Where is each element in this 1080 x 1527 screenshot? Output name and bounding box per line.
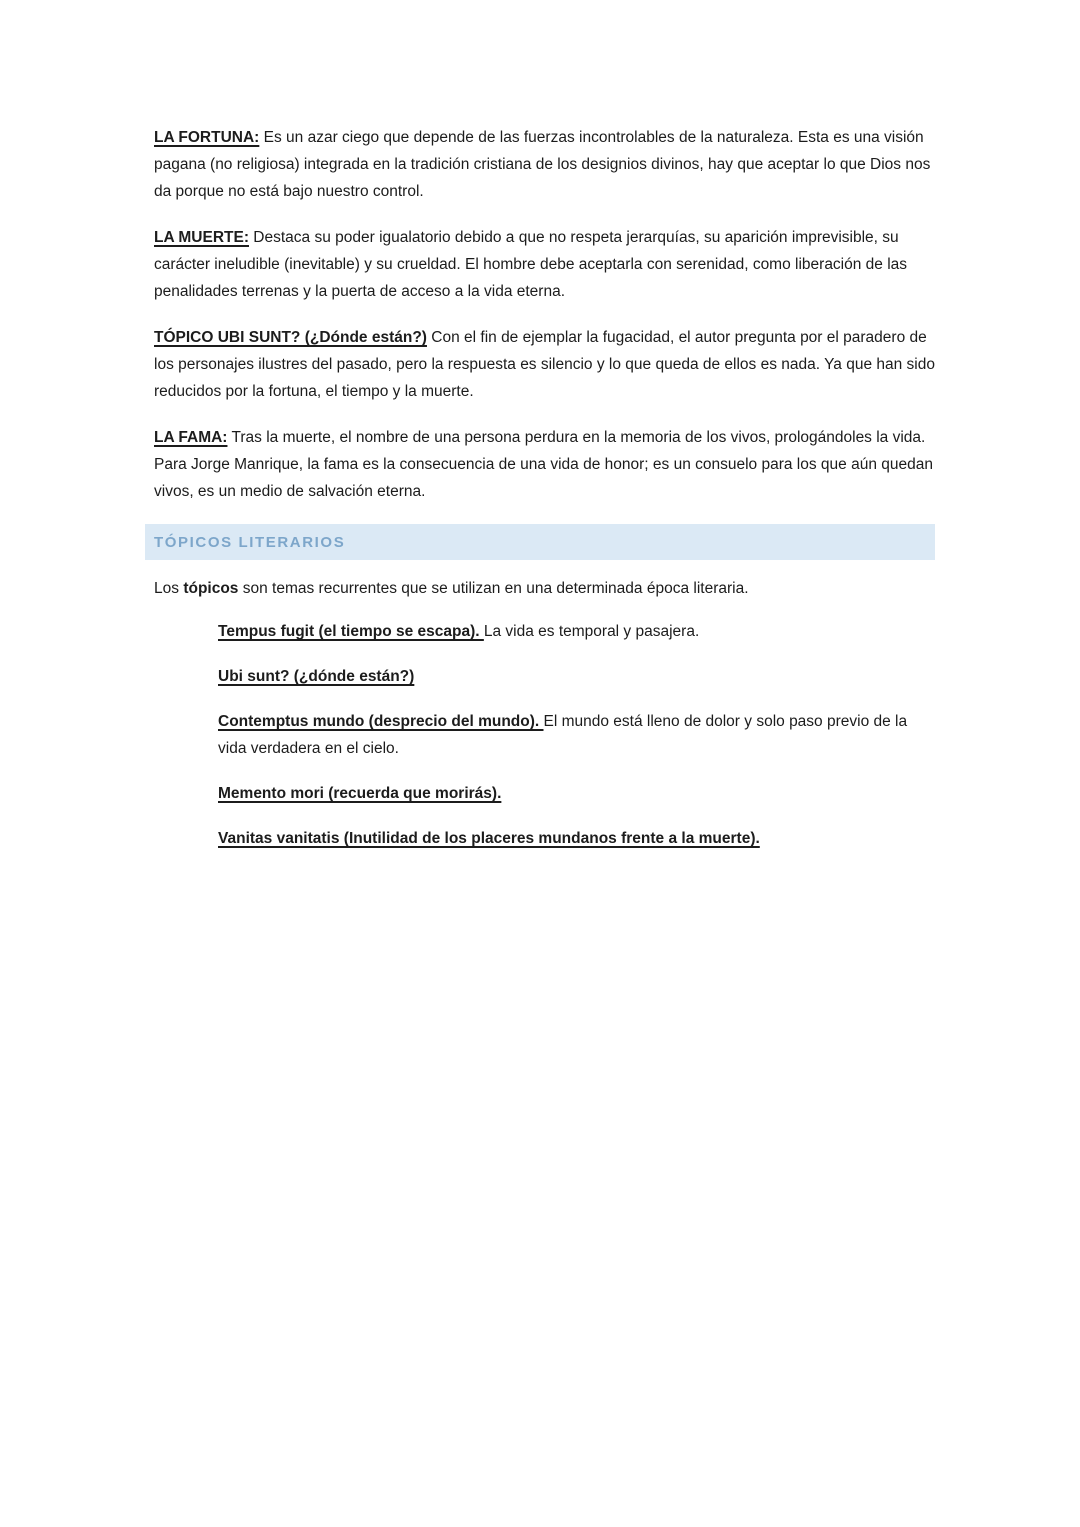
topics-list (218, 618, 935, 852)
topic-lead: Ubi sunt? (¿dónde están?) (218, 668, 415, 685)
topic-ubi-sunt (218, 663, 935, 690)
paragraph-text: Es un azar ciego que depende de las fuerzas incontrolables de la naturaleza. Esta es una visión pagana (no religiosa) integrada en la tradición cristiana de los designios divinos, hay que aceptar lo que Dios nos da porque no está bajo nuestro control. (154, 129, 931, 200)
topic-lead: Vanitas vanitatis (Inutilidad de los placeres mundanos frente a la muerte). (218, 830, 760, 847)
intro-text-pre: Los (154, 580, 184, 597)
document-content (154, 124, 935, 870)
paragraph-lead: LA FORTUNA: (154, 129, 260, 146)
topic-text: El mundo está lleno de dolor y solo paso previo de la vida verdadera en el cielo. (218, 713, 908, 757)
topic-vanitas-vanitatis (218, 825, 935, 852)
intro-text-bold: tópicos (183, 580, 239, 597)
topic-memento-mori (218, 780, 935, 807)
paragraph-text: Destaca su poder igualatorio debido a que no respeta jerarquías, su aparición imprevisible, su carácter ineludible (inevitable) y su crueldad. El hombre debe aceptarla con serenidad, como liberación de las penalidades terrenas y la puerta de acceso a la vida eterna. (154, 229, 908, 300)
paragraph-la-fama (154, 424, 935, 505)
topic-contemptus-mundo (218, 708, 935, 762)
intro-text-post: son temas recurrentes que se utilizan en una determinada época literaria. (238, 580, 749, 597)
topic-text: La vida es temporal y pasajera. (483, 623, 700, 640)
paragraph-la-fortuna (154, 124, 935, 205)
paragraph-lead: TÓPICO UBI SUNT? (¿Dónde están?) (154, 329, 427, 346)
paragraph-lead: LA MUERTE: (154, 229, 249, 246)
topic-tempus-fugit (218, 618, 935, 645)
intro-paragraph (154, 575, 935, 602)
topic-lead: Tempus fugit (el tiempo se escapa). (218, 623, 484, 640)
paragraph-la-muerte (154, 224, 935, 305)
topic-lead: Memento mori (recuerda que morirás). (218, 785, 502, 802)
section-heading: TÓPICOS LITERARIOS (145, 524, 935, 560)
paragraph-text: Tras la muerte, el nombre de una persona perdura en la memoria de los vivos, prologándoles la vida. Para Jorge Manrique, la fama es la consecuencia de una vida de honor; es un consuelo para los que aún quedan vivos, es un medio de salvación eterna. (154, 429, 933, 500)
paragraph-text: Con el fin de ejemplar la fugacidad, el autor pregunta por el paradero de los personajes ilustres del pasado, pero la respuesta es silencio y lo que queda de ellos es nada. Ya que han sido reducidos por la fortuna, el tiempo y la muerte. (154, 329, 935, 400)
topic-lead: Contemptus mundo (desprecio del mundo). (218, 713, 544, 730)
paragraph-topico-ubi-sunt (154, 324, 935, 405)
paragraph-lead: LA FAMA: (154, 429, 228, 446)
